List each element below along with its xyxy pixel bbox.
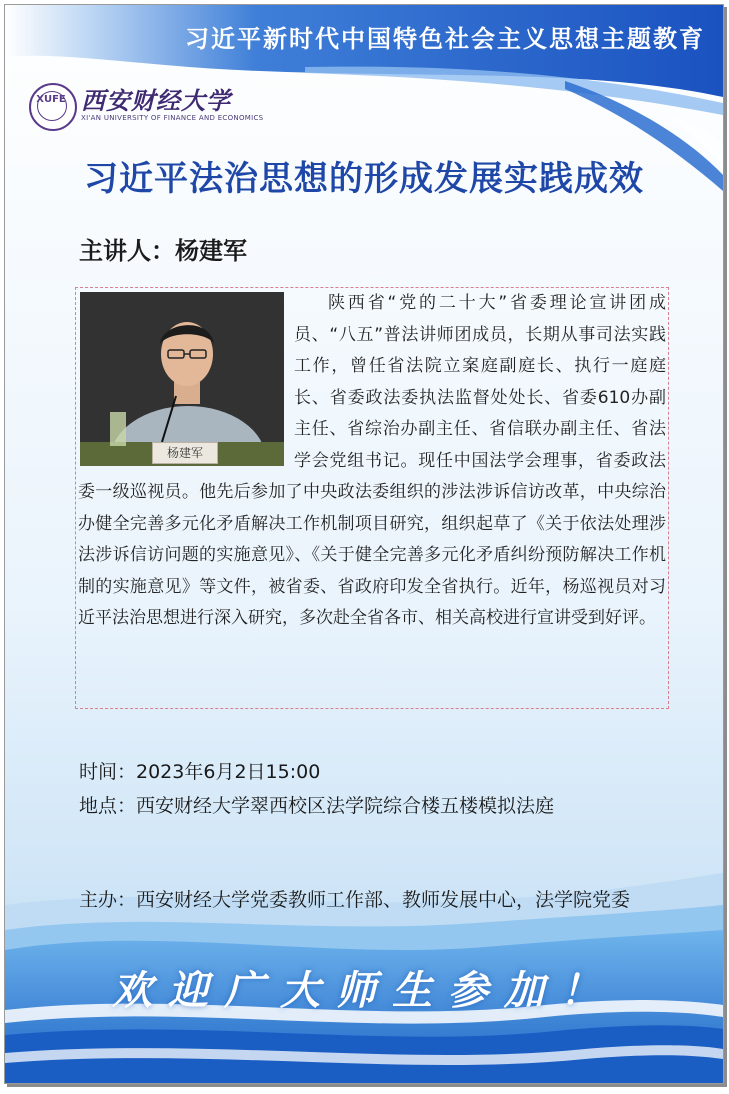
- university-logo: [29, 81, 264, 131]
- speaker-name-tag: 杨建军: [152, 442, 218, 464]
- event-location: 地点：西安财经大学翠西校区法学院综合楼五楼模拟法庭: [79, 795, 555, 817]
- logo-name-cn: 西安财经大学: [81, 86, 231, 115]
- speaker-photo: [80, 292, 284, 466]
- welcome-slogan: 欢迎广大师生参加！: [112, 967, 616, 1014]
- logo-name-en: XI'AN UNIVERSITY OF FINANCE AND ECONOMICS: [81, 114, 264, 122]
- banner-title: 习近平新时代中国特色社会主义思想主题教育: [185, 25, 705, 53]
- poster: [4, 4, 724, 1084]
- speaker-label: 主讲人：杨建军: [79, 237, 247, 265]
- logo-emblem: [29, 83, 77, 131]
- logo-abbreviation: XUFE: [36, 94, 66, 105]
- lecture-title: 习近平法治思想的形成发展实践成效: [84, 159, 644, 199]
- event-host: 主办：西安财经大学党委教师工作部、教师发展中心，法学院党委: [79, 889, 631, 911]
- speaker-bio-text: 陕西省“党的二十大”省委理论宣讲团成员、“八五”普法讲师团成员，长期从事司法实践工作，曾任省法院立案庭副庭长、执行一庭庭长、省委政法委执法监督处处长、省委610办副主任、省综治办副主任、省信联办副主任、省法学会党组书记。现任中国法学会理事，省委政法委一级巡视员。他先后参加了中央政法委组织的涉法涉诉信访改革，中央综治办健全完善多元化矛盾解决工作机制项目研究，组织起草了《关于依法处理涉法涉诉信访问题的实施意见》、《关于健全完善多元化矛盾纠纷预防解决工作机制的实施意见》等文件，被省委、省政府印发全省执行。近年，杨巡视员对习近平法治思想进行深入研究，多次赴全省各市、相关高校进行宣讲受到好评。: [78, 293, 666, 628]
- speaker-photo-image: [80, 292, 284, 466]
- speaker-bio-box: [75, 287, 669, 709]
- event-time: 时间：2023年6月2日15:00: [79, 761, 321, 783]
